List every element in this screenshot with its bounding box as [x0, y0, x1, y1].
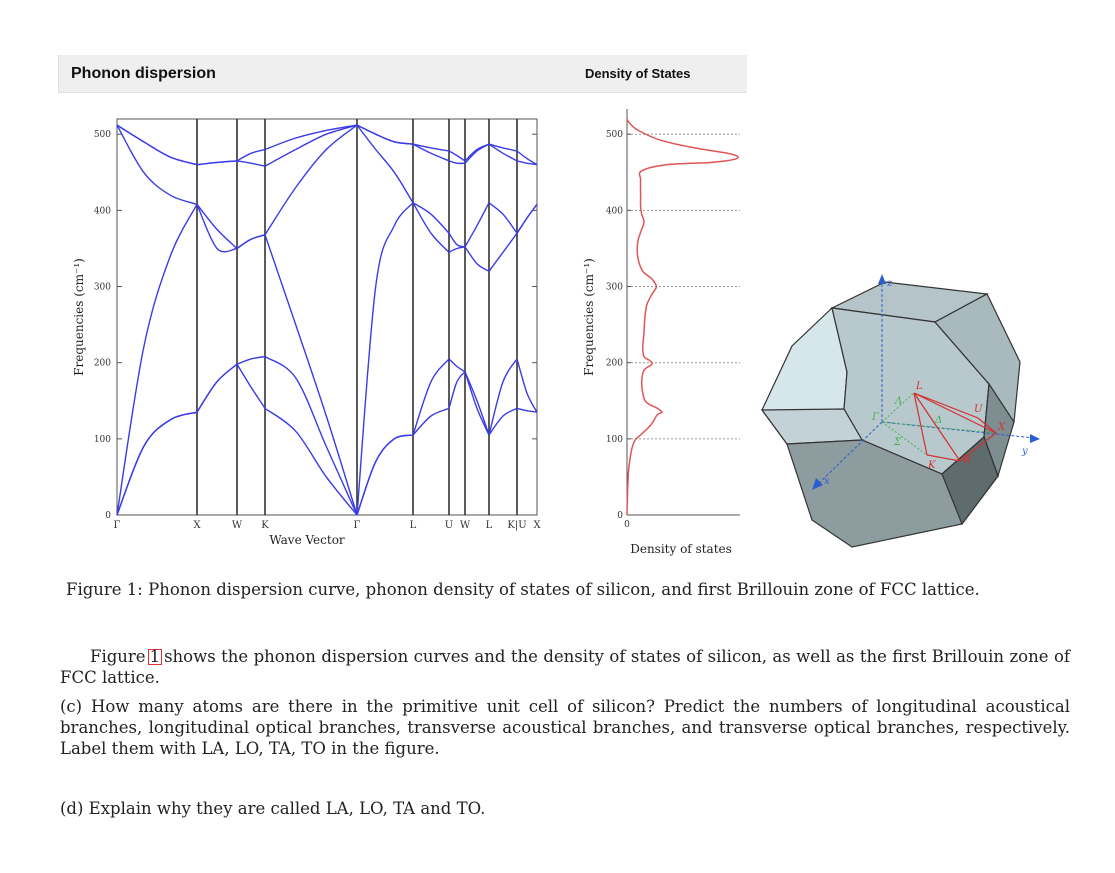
gamma-point-label: Γ: [872, 412, 879, 423]
phonon-branch: [465, 144, 489, 163]
phonon-branch: [413, 359, 449, 435]
phonon-branch: [413, 408, 449, 435]
x-tick-label: Γ: [353, 520, 361, 531]
phonon-branch: [449, 151, 465, 161]
y-axis-label: Frequencies (cm⁻¹): [72, 258, 86, 376]
phonon-branch: [197, 364, 237, 412]
phonon-branch: [449, 233, 465, 247]
dos-y-axis-label: Frequencies (cm⁻¹): [582, 258, 596, 376]
phonon-branch: [117, 125, 197, 165]
phonon-branch: [237, 161, 265, 166]
y-tick-label: 500: [93, 130, 111, 141]
y-tick-label: 100: [93, 434, 111, 445]
phonon-branch: [517, 359, 537, 412]
dos-y-tick-label: 400: [605, 206, 623, 217]
dos-y-tick-label: 0: [617, 511, 623, 521]
phonon-branch: [117, 204, 197, 515]
phonon-branch: [465, 247, 489, 271]
intro-before-ref: Figure: [90, 647, 146, 666]
phonon-branch: [465, 372, 489, 435]
phonon-branch: [449, 372, 465, 409]
phonon-branch: [489, 233, 517, 271]
bz-lower-left-square-face: [762, 409, 862, 444]
dispersion-panel-title: Phonon dispersion: [71, 65, 216, 82]
dos-x-tick-label: 0: [624, 520, 630, 530]
phonon-branch: [357, 435, 413, 515]
x-axis-label: Wave Vector: [269, 533, 345, 547]
x-axis-label: x: [824, 476, 830, 487]
dispersion-plot-frame: [117, 119, 537, 515]
y-tick-label: 200: [93, 358, 111, 369]
x-tick-label: L: [485, 520, 493, 531]
figure-reference-link[interactable]: 1: [149, 647, 161, 666]
w-point-label: W: [962, 455, 973, 466]
l-point-label: L: [916, 381, 923, 392]
figure-caption: Figure 1: Phonon dispersion curve, phonon density of states of silicon, and first Brillouin zone of FCC lattice.: [66, 580, 980, 599]
phonon-branch: [117, 125, 197, 165]
phonon-branch: [357, 125, 413, 144]
phonon-branch: [117, 125, 197, 204]
question-d: (d) Explain why they are called LA, LO, TA and TO.: [60, 799, 486, 818]
x-tick-label: X: [193, 520, 201, 531]
phonon-branch: [237, 150, 265, 161]
delta-label: Δ: [935, 415, 943, 426]
z-axis-arrow: [878, 274, 886, 284]
intro-after-ref: shows the phonon dispersion curves and the density of states of silicon, as well as the first Brillouin zone of FCC lattice.: [60, 647, 1070, 687]
phonon-branch: [465, 203, 489, 247]
x-tick-label: W: [459, 520, 471, 531]
phonon-branch: [237, 235, 265, 249]
x-tick-label: K: [261, 520, 269, 531]
phonon-branch: [117, 412, 197, 515]
phonon-branch: [357, 203, 413, 515]
phonon-branch: [197, 204, 237, 248]
dispersion-panel-header: [58, 55, 575, 93]
phonon-branch: [265, 125, 357, 166]
x-tick-label: K|U: [507, 520, 527, 531]
density-of-states-chart: [575, 93, 747, 573]
phonon-branch: [449, 247, 465, 252]
question-c: (c) How many atoms are there in the primitive unit cell of silicon? Predict the numbers of longitudinal acoustical branches, longitudinal optical branches, transverse acoustical branches, and transverse optical branches, respectively. Label them with LA, LO, TA, TO in the figure.: [60, 697, 1070, 758]
x-tick-label: W: [231, 520, 243, 531]
phonon-branch: [237, 357, 265, 365]
dos-y-tick-label: 200: [605, 358, 623, 369]
y-tick-label: 400: [93, 206, 111, 217]
phonon-branch: [237, 364, 265, 408]
phonon-branch: [517, 408, 537, 412]
phonon-branch: [449, 359, 465, 372]
phonon-branch: [489, 359, 517, 435]
phonon-branch: [265, 357, 357, 515]
x-tick-label: U: [444, 520, 454, 531]
y-axis-label: y: [1022, 446, 1028, 457]
phonon-branch: [265, 235, 357, 515]
dos-y-tick-label: 500: [605, 130, 623, 141]
phonon-branch: [197, 364, 237, 412]
sigma-label: Σ: [894, 437, 902, 448]
y-tick-label: 0: [105, 511, 111, 521]
phonon-branch: [449, 161, 465, 163]
phonon-branch: [237, 235, 265, 249]
x-tick-label: X: [533, 520, 541, 531]
phonon-branch: [357, 125, 413, 144]
phonon-branch: [489, 144, 517, 161]
u-point-label: U: [974, 404, 983, 415]
x-tick-label: L: [409, 520, 417, 531]
brillouin-zone-diagram: [752, 262, 1052, 562]
phonon-branch: [489, 408, 517, 435]
dos-panel-header: [575, 55, 747, 93]
phonon-branch: [197, 161, 237, 165]
phonon-branch: [489, 203, 517, 233]
dos-y-tick-label: 100: [605, 434, 623, 445]
phonon-branch: [357, 125, 413, 203]
phonon-branch: [413, 144, 449, 161]
dispersion-branches: [117, 125, 537, 515]
phonon-dispersion-chart: [0, 93, 575, 593]
x-tick-label: Γ: [113, 520, 121, 531]
phonon-branch: [413, 203, 449, 233]
y-axis-arrow: [1030, 434, 1040, 443]
y-tick-label: 300: [93, 282, 111, 293]
paragraph-intro: [60, 646, 1070, 688]
dos-x-axis-label: Density of states: [630, 542, 732, 556]
z-axis-label: z: [887, 278, 893, 289]
phonon-branch: [517, 204, 537, 233]
lambda-label: Λ: [895, 396, 903, 407]
dos-panel-title: Density of States: [585, 66, 691, 81]
phonon-branch: [117, 412, 197, 515]
x-point-label: X: [998, 422, 1006, 433]
k-point-label: K: [928, 460, 936, 471]
dos-curve: [627, 119, 738, 515]
dos-y-tick-label: 300: [605, 282, 623, 293]
phonon-branch: [265, 408, 357, 515]
